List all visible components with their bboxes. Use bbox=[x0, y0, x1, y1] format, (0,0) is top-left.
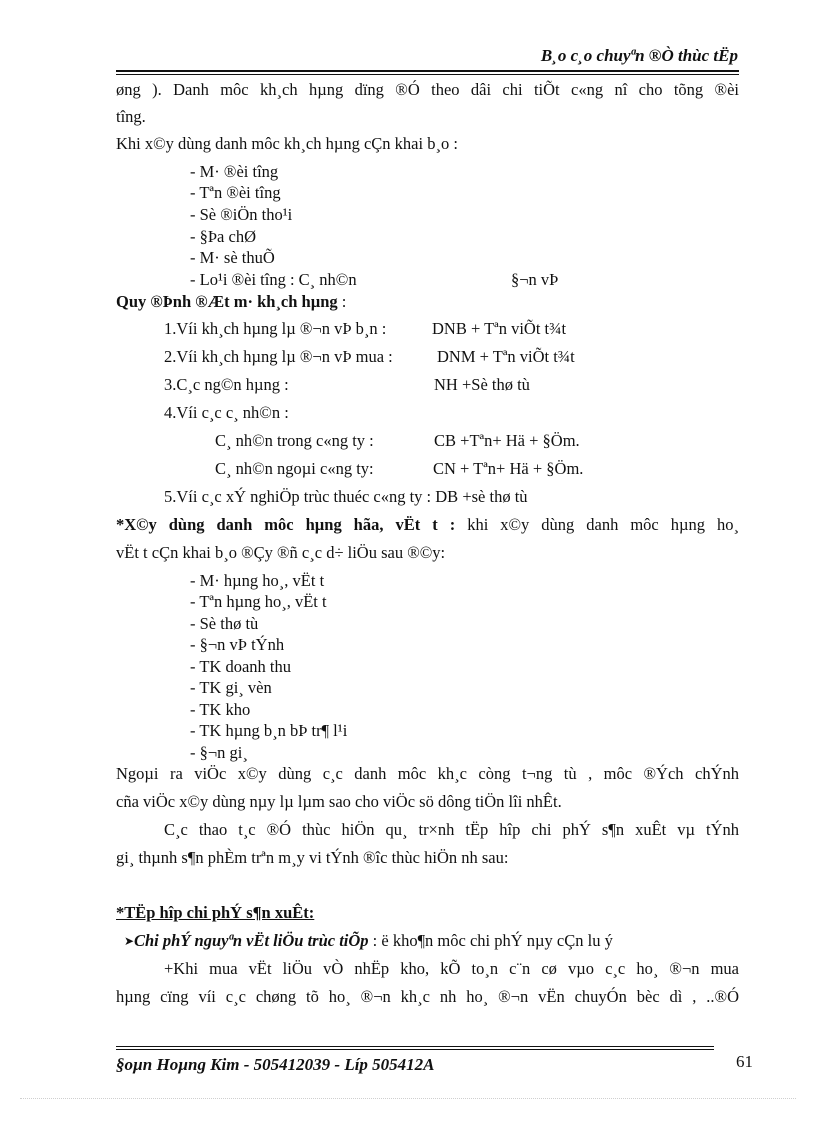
rule-code: DNB + Tªn viÕt t¾t bbox=[432, 319, 567, 338]
list-item: - Sè thø tù bbox=[190, 614, 259, 633]
rule-colon: : bbox=[337, 292, 347, 311]
paragraph-line: gi¸ thµnh s¶n phÈm trªn m¸y vi tÝnh ®îc thùc hiÖn nh sau: bbox=[116, 848, 509, 867]
paragraph-line: cña viÖc x©y dùng nµy lµ lµm sao cho viÖc sö dông tiÖn lîi nhÊt. bbox=[116, 792, 562, 811]
rule-code: CB +Tªn+ Hä + §Öm. bbox=[434, 431, 580, 450]
paragraph-line: Ngoµi ra viÖc x©y dùng c¸c danh môc kh¸c còng t¬ng tù , môc ®Ých chÝnh bbox=[116, 764, 739, 783]
footer-rule bbox=[116, 1046, 714, 1050]
paragraph-line: øng ). Danh môc kh¸ch hµng dïng ®Ó theo dâi chi tiÕt c«ng nî cho tõng ®èi bbox=[116, 80, 739, 99]
page-edge bbox=[20, 1098, 796, 1099]
page-number: 61 bbox=[736, 1052, 753, 1071]
list-item: - Lo¹i ®èi tîng : C¸ nh©n bbox=[190, 270, 357, 289]
rule-label: 5.Víi c¸c xÝ nghiÖp trùc thuéc c«ng ty : DB +sè thø tù bbox=[164, 487, 528, 506]
paragraph-line: vËt t cÇn khai b¸o ®Çy ®ñ c¸c d÷ liÖu sau ®©y: bbox=[116, 543, 446, 562]
section-heading: *TËp hîp chi phÝ s¶n xuÊt: bbox=[116, 903, 315, 922]
paragraph-line bbox=[116, 515, 739, 535]
rule-label: 1.Víi kh¸ch hµng lµ ®¬n vÞ b¸n : bbox=[164, 319, 387, 338]
list-item: - §Þa chØ bbox=[190, 227, 256, 246]
rule-label: 2.Víi kh¸ch hµng lµ ®¬n vÞ mua : bbox=[164, 347, 393, 366]
rule-title: Quy ®Þnh ®Æt m· kh¸ch hµng bbox=[116, 292, 338, 311]
rule-label: 3.C¸c ng©n hµng : bbox=[164, 375, 289, 394]
subsection-title: Chi phÝ nguyªn vËt liÖu trùc tiÕp bbox=[134, 931, 369, 950]
list-item-option: §¬n vÞ bbox=[511, 270, 559, 289]
paragraph-line: Khi x©y dùng danh môc kh¸ch hµng cÇn khai b¸o : bbox=[116, 134, 458, 153]
subsection-line bbox=[124, 931, 613, 951]
subsection-note: : ë kho¶n môc chi phÝ nµy cÇn lu ý bbox=[368, 931, 613, 950]
paragraph-line: C¸c thao t¸c ®Ó thùc hiÖn qu¸ tr×nh tËp hîp chi phÝ s¶n xuÊt vµ tÝnh bbox=[164, 820, 739, 839]
rule-code: DNM + Tªn viÕt t¾t bbox=[437, 347, 575, 366]
paragraph-line: hµng cïng víi c¸c chøng tõ ho¸ ®¬n kh¸c nh ho¸ ®¬n vËn chuyÓn bèc dì , ..®Ó bbox=[116, 987, 739, 1006]
list-item: - Tªn ®èi tîng bbox=[190, 183, 281, 202]
list-item: - Tªn hµng ho¸, vËt t bbox=[190, 592, 327, 611]
list-item: - M· sè thuÕ bbox=[190, 248, 275, 267]
list-item: - TK kho bbox=[190, 700, 251, 719]
list-item: - M· ®èi tîng bbox=[190, 162, 279, 181]
list-item: - Sè ®iÖn tho¹i bbox=[190, 205, 293, 224]
rule-label: C¸ nh©n ngoµi c«ng ty: bbox=[215, 459, 374, 478]
list-item: - §¬n gi¸ bbox=[190, 743, 248, 762]
list-item: - §¬n vÞ tÝnh bbox=[190, 635, 285, 654]
paragraph-line: tîng. bbox=[116, 107, 146, 126]
header-rule bbox=[116, 70, 739, 75]
list-item: - M· hµng ho¸, vËt t bbox=[190, 571, 325, 590]
rule-label: C¸ nh©n trong c«ng ty : bbox=[215, 431, 374, 450]
section-heading bbox=[116, 292, 346, 312]
list-item: - TK doanh thu bbox=[190, 657, 291, 676]
arrow-bullet-icon: ➤ bbox=[124, 934, 135, 948]
rule-code: CN + Tªn+ Hä + §Öm. bbox=[433, 459, 584, 478]
rule-label: 4.Víi c¸c c¸ nh©n : bbox=[164, 403, 289, 422]
goods-title: *X©y dùng danh môc hµng hãa, vËt t : bbox=[116, 515, 456, 534]
rule-code: NH +Sè thø tù bbox=[434, 375, 530, 394]
footer-author: §oµn Hoµng Kim - 505412039 - Líp 505412A bbox=[116, 1055, 435, 1074]
list-item: - TK hµng b¸n bÞ tr¶ l¹i bbox=[190, 721, 348, 740]
goods-intro: khi x©y dùng danh môc hµng ho¸ bbox=[455, 515, 739, 534]
page-header: B¸o c¸o chuyªn ®Ò thùc tËp bbox=[540, 46, 738, 65]
list-item: - TK gi¸ vèn bbox=[190, 678, 272, 697]
paragraph-line: +Khi mua vËt liÖu vÒ nhËp kho, kÕ to¸n c¨n cø vµo c¸c ho¸ ®¬n mua bbox=[164, 959, 739, 978]
